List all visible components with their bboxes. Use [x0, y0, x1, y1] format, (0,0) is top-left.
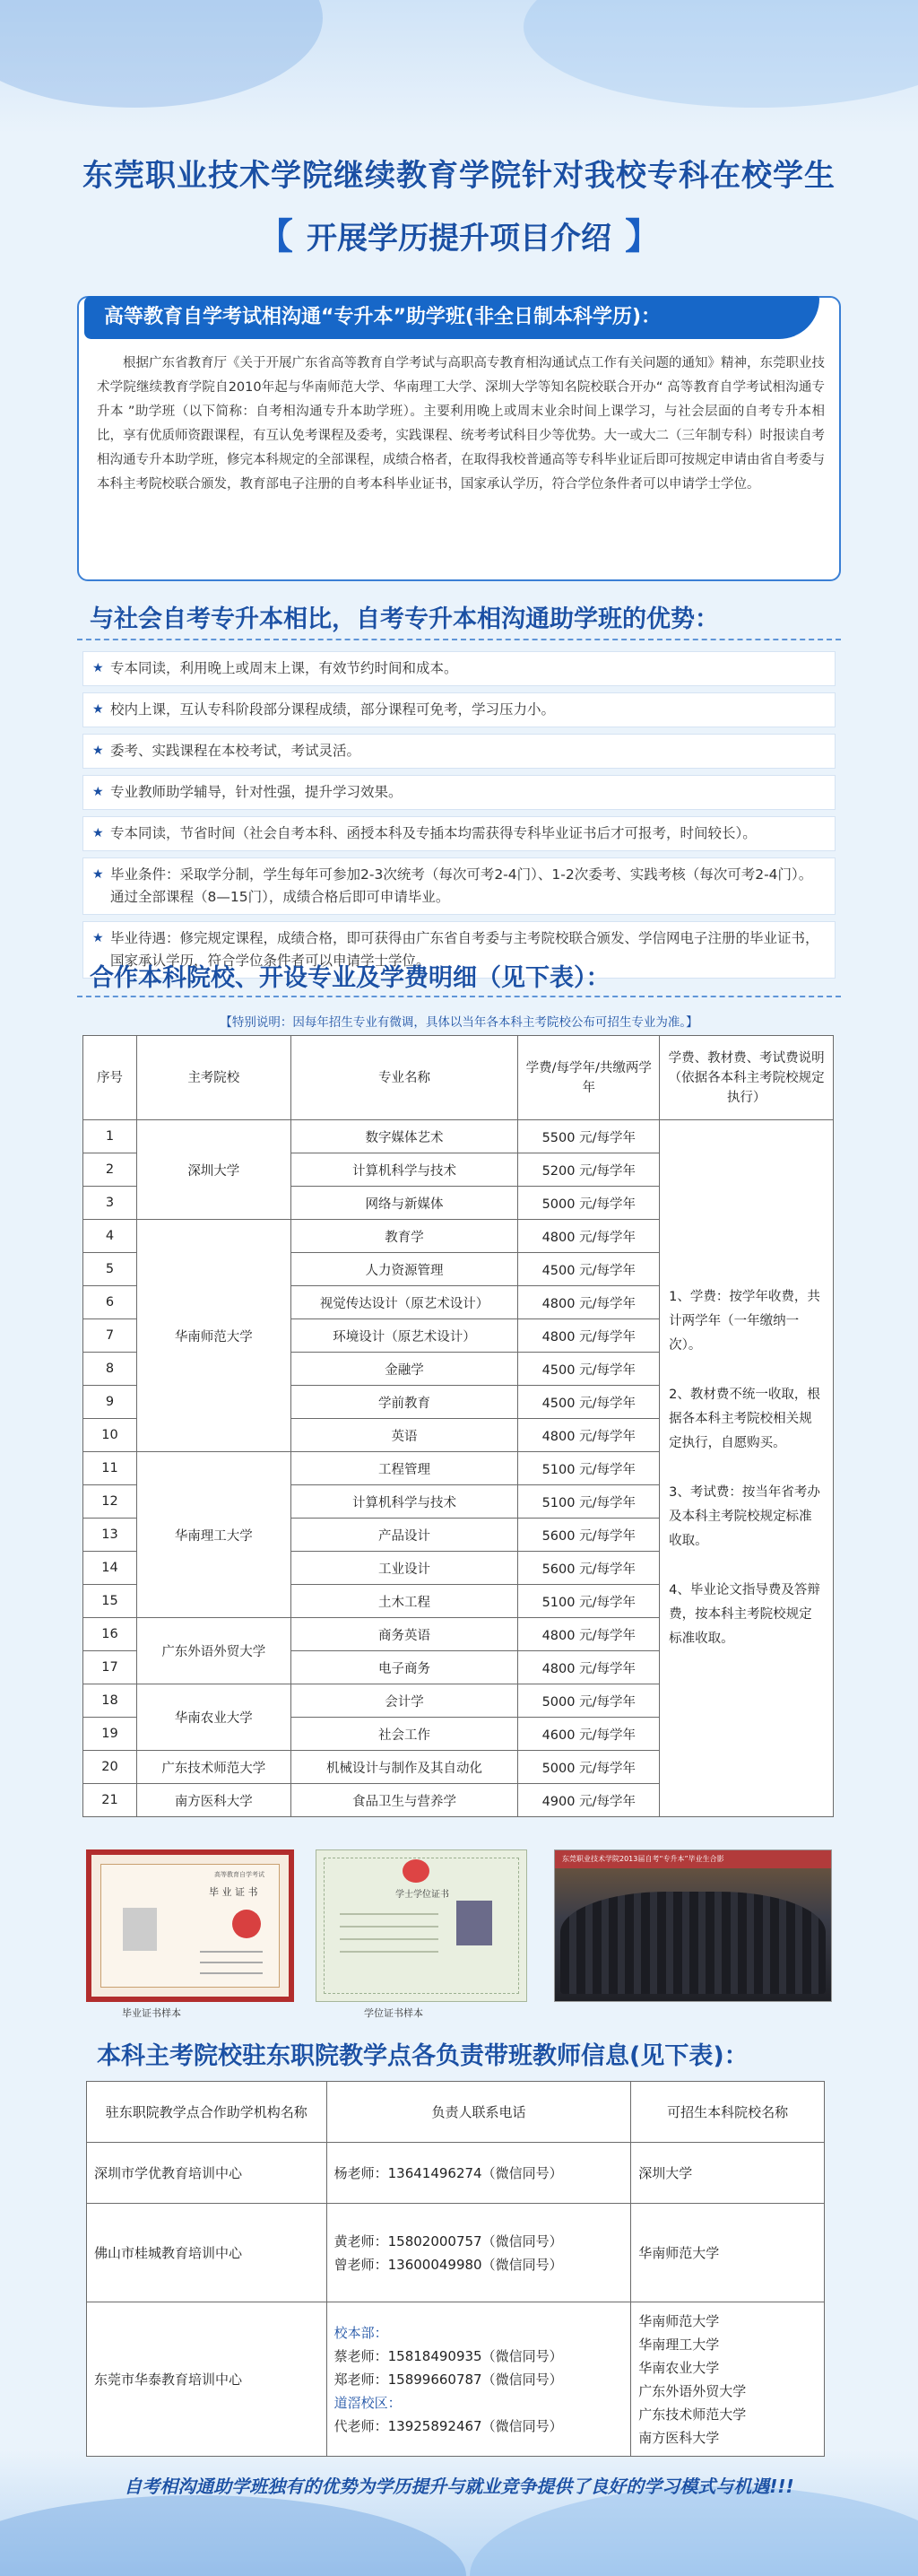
intro-box	[77, 296, 841, 581]
col-header-fee: 学费/每学年/共缴两学年	[518, 1036, 660, 1120]
table-row	[83, 1120, 834, 1153]
intro-heading: 高等教育自学考试相沟通“专升本”助学班(非全日制本科学历)：	[84, 296, 819, 339]
cell-fee: 5600 元/每学年	[518, 1519, 660, 1552]
star-icon: ★	[92, 826, 104, 840]
cell-no: 18	[83, 1684, 137, 1718]
degree-title: 学士学位证书	[395, 1890, 449, 1900]
cell-major: 计算机科学与技术	[290, 1485, 518, 1519]
right-bracket: 】	[625, 216, 662, 257]
cell-school: 深圳大学	[136, 1120, 290, 1220]
cell-fee: 4800 元/每学年	[518, 1419, 660, 1452]
col-header-no: 序号	[83, 1036, 137, 1120]
diploma-text-line	[200, 1951, 263, 1953]
cell-no: 12	[83, 1485, 137, 1519]
cell-fee: 4800 元/每学年	[518, 1319, 660, 1353]
cell-fee: 5000 元/每学年	[518, 1751, 660, 1784]
cell-major: 计算机科学与技术	[290, 1153, 518, 1187]
advantage-item: ★ 专本同读，节省时间（社会自考本科、函授本科及专插本均需获得专科毕业证书后才可报考，时间较长）。	[82, 816, 836, 851]
note-item: 2、教材费不统一收取，根据各本科主考院校相关规定执行，自愿购买。	[669, 1388, 820, 1450]
table-row	[87, 2204, 825, 2302]
cell-fee: 5200 元/每学年	[518, 1153, 660, 1187]
col-header-major: 专业名称	[290, 1036, 518, 1120]
cell-major: 机械设计与制作及其自动化	[290, 1751, 518, 1784]
cell-no: 19	[83, 1718, 137, 1751]
star-icon: ★	[92, 702, 104, 717]
advantage-item: ★ 毕业待遇：修完规定课程，成绩合格，即可获得由广东省自考委与主考院校联合颁发、学信网电子注册的毕业证书，国家承认学历，符合学位条件者可以申请学士学位。	[82, 921, 836, 979]
cell-schools: 华南师范大学	[631, 2204, 825, 2302]
degree-text-line	[340, 1951, 438, 1953]
fees-divider	[77, 996, 841, 997]
campus-label: 道滘校区：	[333, 2394, 402, 2411]
graduation-photo	[554, 1849, 832, 2002]
intro-body: 根据广东省教育厅《关于开展广东省高等教育自学考试与高职高专教育相沟通试点工作有关问题的通知》精神，东莞职业技术学院继续教育学院自2010年起与华南师范大学、华南理工大学、深圳大学等知名院校联合开办“ 高等教育自学考试相沟通专升本 ”助学班（以下简称：自考相沟通专升本助学班）。主要利用晚上或周末业余时间上课学习，与社会层面的自考专升本相比，享有优质师资跟课程，有互认免考课程及委考，实践课程、统考考试科目少等优势。大一或大二（三年制专科）时报读自考相沟通专升本助学班，修完本科规定的全部课程，成绩合格者，在取得我校普通高等专科毕业证后即可按规定申请由省自考委与本科主考院校联合颁发，教育部电子注册的自考本科毕业证书，国家承认学历，符合学位条件者可以申请学士学位。	[97, 356, 825, 492]
cell-major: 金融学	[290, 1353, 518, 1386]
cell-major: 工程管理	[290, 1452, 518, 1485]
top-decoration	[0, 0, 918, 135]
cell-fee: 4800 元/每学年	[518, 1286, 660, 1319]
subtitle: 开展学历提升项目介绍	[307, 221, 611, 257]
cell-major: 数字媒体艺术	[290, 1120, 518, 1153]
cell-fee: 4800 元/每学年	[518, 1220, 660, 1253]
star-icon: ★	[92, 867, 104, 882]
advantages-title: 与社会自考专升本相比，自考专升本相沟通助学班的优势：	[90, 605, 719, 633]
cell-major: 商务英语	[290, 1618, 518, 1651]
cell-no: 15	[83, 1585, 137, 1618]
cell-schools: 深圳大学	[631, 2143, 825, 2204]
graduates-crowd	[560, 1892, 826, 1994]
left-bracket: 【	[256, 216, 293, 257]
degree-text-line	[340, 1938, 438, 1940]
diploma-portrait	[123, 1908, 157, 1951]
cell-no: 14	[83, 1552, 137, 1585]
cell-notes	[660, 1120, 834, 1817]
bottom-decoration	[0, 2450, 918, 2576]
cell-no: 8	[83, 1353, 137, 1386]
cell-major: 工业设计	[290, 1552, 518, 1585]
table-row	[87, 2302, 825, 2457]
advantage-item: ★ 专本同读，利用晚上或周末上课，有效节约时间和成本。	[82, 651, 836, 686]
diploma-text-line	[200, 1962, 263, 1963]
cell-no: 2	[83, 1153, 137, 1187]
col-header-notes: 学费、教材费、考试费说明（依据各本科主考院校规定执行）	[660, 1036, 834, 1120]
campus-label: 校本部：	[333, 2324, 388, 2341]
cell-no: 16	[83, 1618, 137, 1651]
cell-major: 食品卫生与营养学	[290, 1784, 518, 1817]
cell-fee: 5000 元/每学年	[518, 1684, 660, 1718]
cell-schools: 华南师范大学 华南理工大学 华南农业大学 广东外语外贸大学 广东技术师范大学 南方医科大学	[631, 2302, 825, 2457]
cell-org: 深圳市学优教育培训中心	[87, 2143, 327, 2204]
diploma-subtitle: 高等教育自学考试	[214, 1871, 264, 1878]
degree-text-line	[340, 1926, 438, 1928]
star-icon: ★	[92, 661, 104, 675]
cell-no: 9	[83, 1386, 137, 1419]
cell-major: 视觉传达设计（原艺术设计）	[290, 1286, 518, 1319]
star-icon: ★	[92, 931, 104, 945]
advantage-item: ★ 校内上课，互认专科阶段部分课程成绩，部分课程可免考，学习压力小。	[82, 692, 836, 727]
note-item: 3、考试费：按当年省考办及本科主考院校规定标准收取。	[669, 1485, 820, 1548]
cell-major: 社会工作	[290, 1718, 518, 1751]
col-header-school: 主考院校	[136, 1036, 290, 1120]
cell-no: 1	[83, 1120, 137, 1153]
cell-no: 17	[83, 1651, 137, 1684]
contacts-title: 本科主考院校驻东职院教学点各负责带班教师信息(见下表)：	[97, 2042, 749, 2070]
cell-org: 东莞市华泰教育培训中心	[87, 2302, 327, 2457]
col-header-org: 驻东职院教学点合作助学机构名称	[87, 2082, 327, 2143]
graduation-banner: 东莞职业技术学院2013届自考“专升本”毕业生合影	[562, 1855, 724, 1863]
advantages-list	[82, 651, 836, 985]
cell-fee: 4900 元/每学年	[518, 1784, 660, 1817]
cell-fee: 5100 元/每学年	[518, 1585, 660, 1618]
cell-major: 产品设计	[290, 1519, 518, 1552]
cell-no: 10	[83, 1419, 137, 1452]
footer-slogan: 自考相沟通助学班独有的优势为学历提升与就业竞争提供了良好的学习模式与机遇!!!	[124, 2476, 794, 2497]
advantage-item: ★ 委考、实践课程在本校考试，考试灵活。	[82, 734, 836, 769]
fees-header-row	[83, 1036, 834, 1120]
degree-caption: 学位证书样本	[364, 2007, 423, 2019]
col-header-phone: 负责人联系电话	[326, 2082, 631, 2143]
table-row	[87, 2143, 825, 2204]
note-item: 1、学费：按学年收费，共计两学年（一年缴纳一次）。	[669, 1290, 820, 1353]
cell-fee: 4800 元/每学年	[518, 1618, 660, 1651]
cell-no: 21	[83, 1784, 137, 1817]
star-icon: ★	[92, 744, 104, 758]
cell-major: 环境设计（原艺术设计）	[290, 1319, 518, 1353]
cell-phone: 黄老师：15802000757（微信同号） 曾老师：13600049980（微信同号）	[326, 2204, 631, 2302]
cell-fee: 4500 元/每学年	[518, 1353, 660, 1386]
cell-major: 教育学	[290, 1220, 518, 1253]
cell-no: 4	[83, 1220, 137, 1253]
fees-title: 合作本科院校、开设专业及学费明细（见下表）：	[90, 964, 611, 992]
diploma-inner	[100, 1864, 280, 1988]
cell-no: 7	[83, 1319, 137, 1353]
cell-no: 3	[83, 1187, 137, 1220]
diploma-caption: 毕业证书样本	[122, 2007, 181, 2019]
cell-major: 人力资源管理	[290, 1253, 518, 1286]
cell-phone: 杨老师：13641496274（微信同号）	[326, 2143, 631, 2204]
degree-sample-image	[316, 1849, 527, 2002]
diploma-text-line	[200, 1972, 263, 1974]
diploma-title: 毕 业 证 书	[209, 1886, 258, 1898]
cell-fee: 5500 元/每学年	[518, 1120, 660, 1153]
main-title: 东莞职业技术学院继续教育学院针对我校专科在校学生	[82, 158, 836, 194]
cell-fee: 5100 元/每学年	[518, 1485, 660, 1519]
cell-school: 南方医科大学	[136, 1784, 290, 1817]
cell-no: 6	[83, 1286, 137, 1319]
cell-fee: 5100 元/每学年	[518, 1452, 660, 1485]
advantages-divider	[77, 639, 841, 640]
cell-fee: 4500 元/每学年	[518, 1386, 660, 1419]
contacts-header-row	[87, 2082, 825, 2143]
cell-no: 11	[83, 1452, 137, 1485]
cell-phone: 校本部： 蔡老师：15818490935（微信同号） 郑老师：15899660787（微信同号） 道滘校区： 代老师：13925892467（微信同号）	[326, 2302, 631, 2457]
cell-major: 电子商务	[290, 1651, 518, 1684]
cell-fee: 4800 元/每学年	[518, 1651, 660, 1684]
cell-school: 广东技术师范大学	[136, 1751, 290, 1784]
advantage-item: ★ 专业教师助学辅导，针对性强，提升学习效果。	[82, 775, 836, 810]
cell-school: 广东外语外贸大学	[136, 1618, 290, 1684]
cell-fee: 5000 元/每学年	[518, 1187, 660, 1220]
cell-major: 网络与新媒体	[290, 1187, 518, 1220]
subtitle-row	[0, 208, 918, 259]
fees-table	[82, 1035, 834, 1817]
cell-school: 华南理工大学	[136, 1452, 290, 1618]
cell-major: 会计学	[290, 1684, 518, 1718]
cell-school: 华南师范大学	[136, 1220, 290, 1452]
sample-photos	[86, 1849, 832, 2020]
cell-no: 13	[83, 1519, 137, 1552]
cell-major: 英语	[290, 1419, 518, 1452]
col-header-schools: 可招生本科院校名称	[631, 2082, 825, 2143]
cell-school: 华南农业大学	[136, 1684, 290, 1751]
cell-org: 佛山市桂城教育培训中心	[87, 2204, 327, 2302]
diploma-sample-image	[86, 1849, 294, 2002]
cell-fee: 4500 元/每学年	[518, 1253, 660, 1286]
cell-no: 20	[83, 1751, 137, 1784]
contacts-table	[86, 2081, 825, 2457]
star-icon: ★	[92, 785, 104, 799]
cell-fee: 4600 元/每学年	[518, 1718, 660, 1751]
cell-no: 5	[83, 1253, 137, 1286]
note-item: 4、毕业论文指导费及答辩费，按本科主考院校规定标准收取。	[669, 1583, 820, 1646]
national-emblem	[403, 1859, 429, 1883]
cell-major: 学前教育	[290, 1386, 518, 1419]
cell-fee: 5600 元/每学年	[518, 1552, 660, 1585]
fees-notice: 【特别说明：因每年招生专业有微调，具体以当年各本科主考院校公布可招生专业为准。】	[220, 1015, 698, 1030]
degree-portrait	[456, 1901, 492, 1945]
diploma-seal	[232, 1910, 261, 1938]
degree-text-line	[340, 1913, 438, 1915]
cell-major: 土木工程	[290, 1585, 518, 1618]
advantage-item: ★ 毕业条件：采取学分制，学生每年可参加2-3次统考（每次可考2-4门）、1-2次委考、实践考核（每次可考2-4门）。通过全部课程（8—15门），成绩合格后即可申请毕业。	[82, 857, 836, 915]
